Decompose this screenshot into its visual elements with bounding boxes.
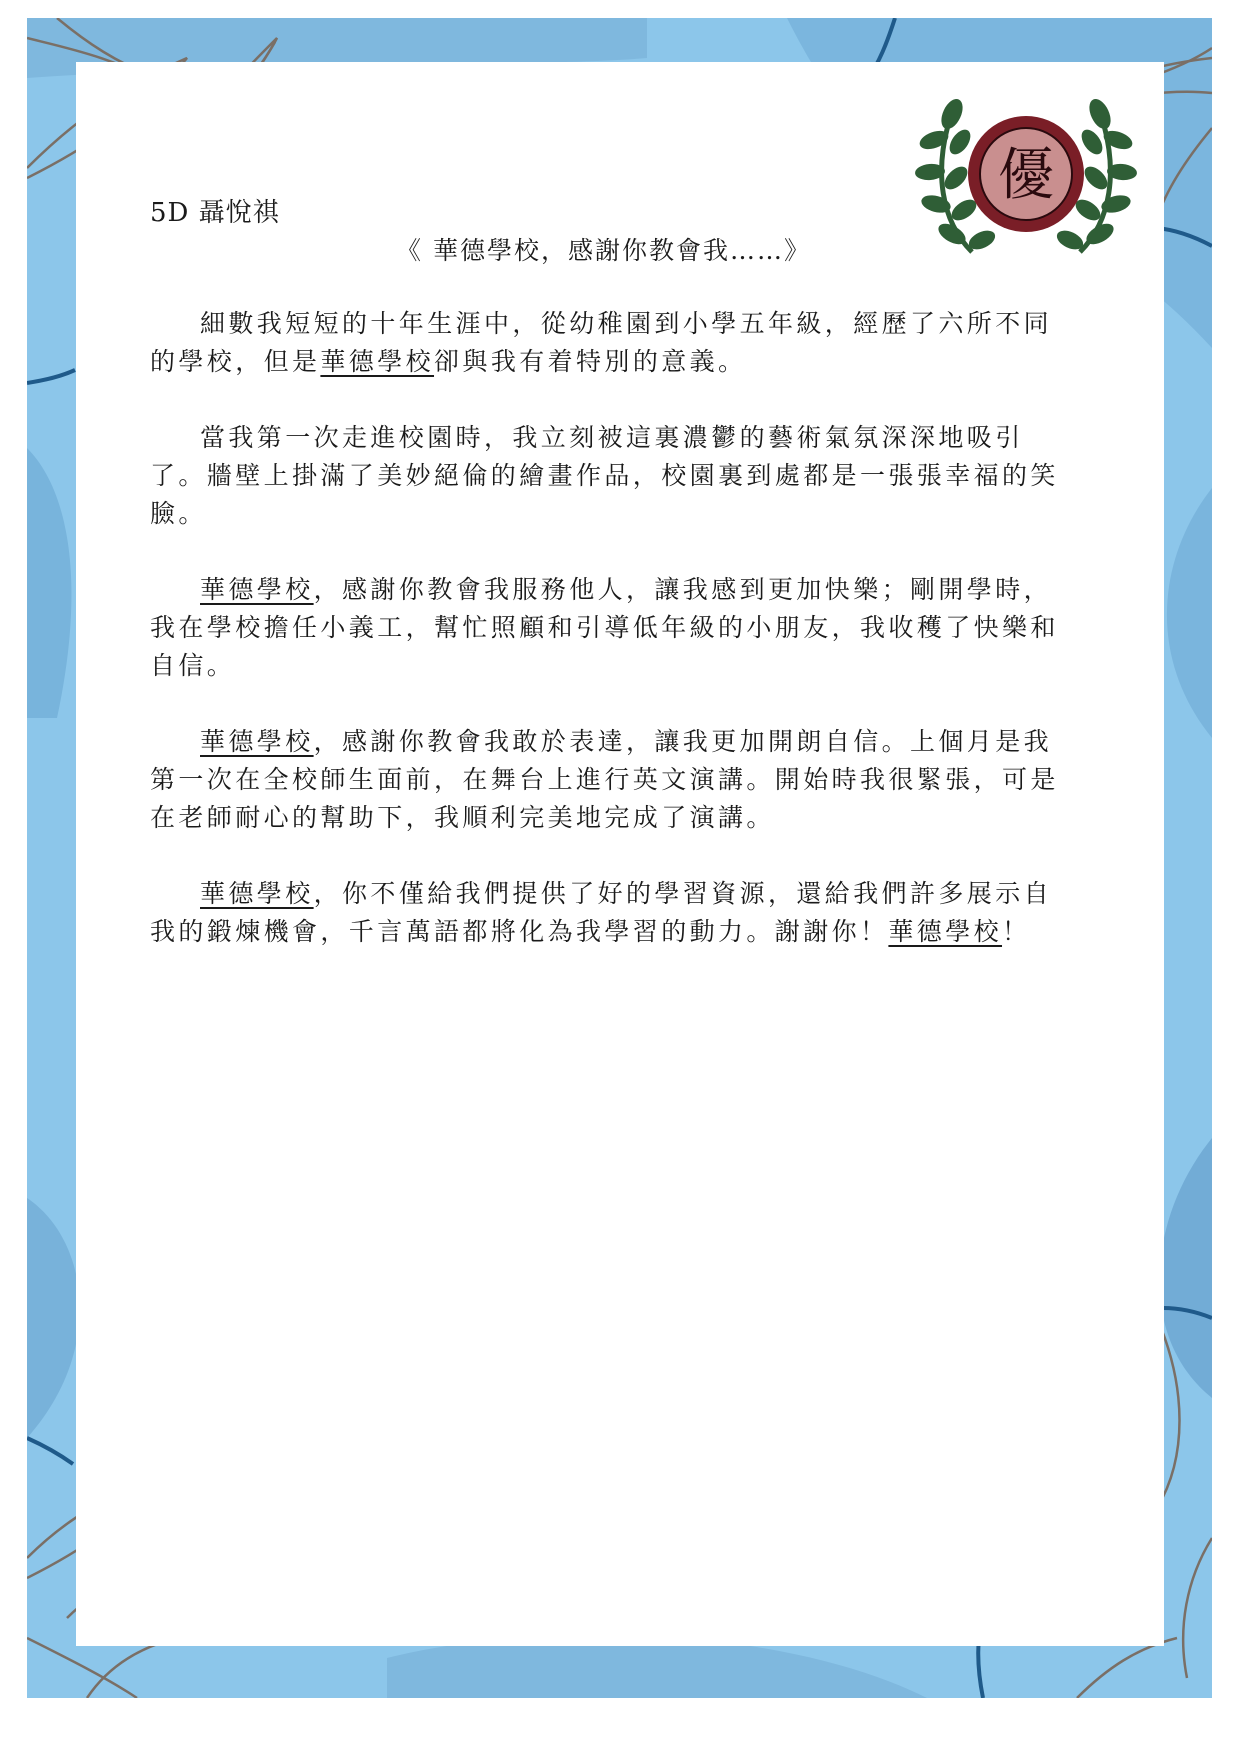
paragraph-3: 華德學校，感謝你教會我服務他人，讓我感到更加快樂；剛開學時，我在學校擔任小義工，幫忙照顧和引導低年級的小朋友，我收穫了快樂和自信。 (150, 575, 1059, 680)
badge-character: 優 (998, 143, 1054, 208)
school-name-underlined: 華德學校 (888, 917, 1003, 946)
school-name-underlined: 華德學校 (200, 879, 314, 908)
paragraph-2: 當我第一次走進校園時，我立刻被這裏濃鬱的藝術氣氛深深地吸引了。牆壁上掛滿了美妙絕倫的繪畫作品，校園裏到處都是一張張幸福的笑臉。 (150, 423, 1059, 528)
school-name-underlined: 華德學校 (200, 727, 314, 756)
laurel-wreath-icon (912, 92, 1140, 268)
essay-title: 《 華德學校，感謝你教會我……》 (396, 236, 811, 265)
paragraph-1: 細數我短短的十年生涯中，從幼稚園到小學五年級，經歷了六所不同的學校，但是華德學校卻與我有着特別的意義。 (150, 309, 1053, 376)
paragraph-4: 華德學校，感謝你教會我敢於表達，讓我更加開朗自信。上個月是我第一次在全校師生面前，在舞台上進行英文演講。開始時我很緊張，可是在老師耐心的幫助下，我順利完美地完成了演講。 (150, 727, 1059, 832)
author-line: 5D 聶悅祺 (150, 198, 280, 228)
paragraph-5: 華德學校，你不僅給我們提供了好的學習資源，還給我們許多展示自我的鍛煉機會，千言萬語都將化為我學習的動力。謝謝你！華德學校！ (150, 879, 1053, 946)
school-name-underlined: 華德學校 (320, 347, 435, 376)
excellence-badge (912, 92, 1140, 268)
school-name-underlined: 華德學校 (200, 575, 314, 604)
essay-body (150, 305, 1080, 989)
